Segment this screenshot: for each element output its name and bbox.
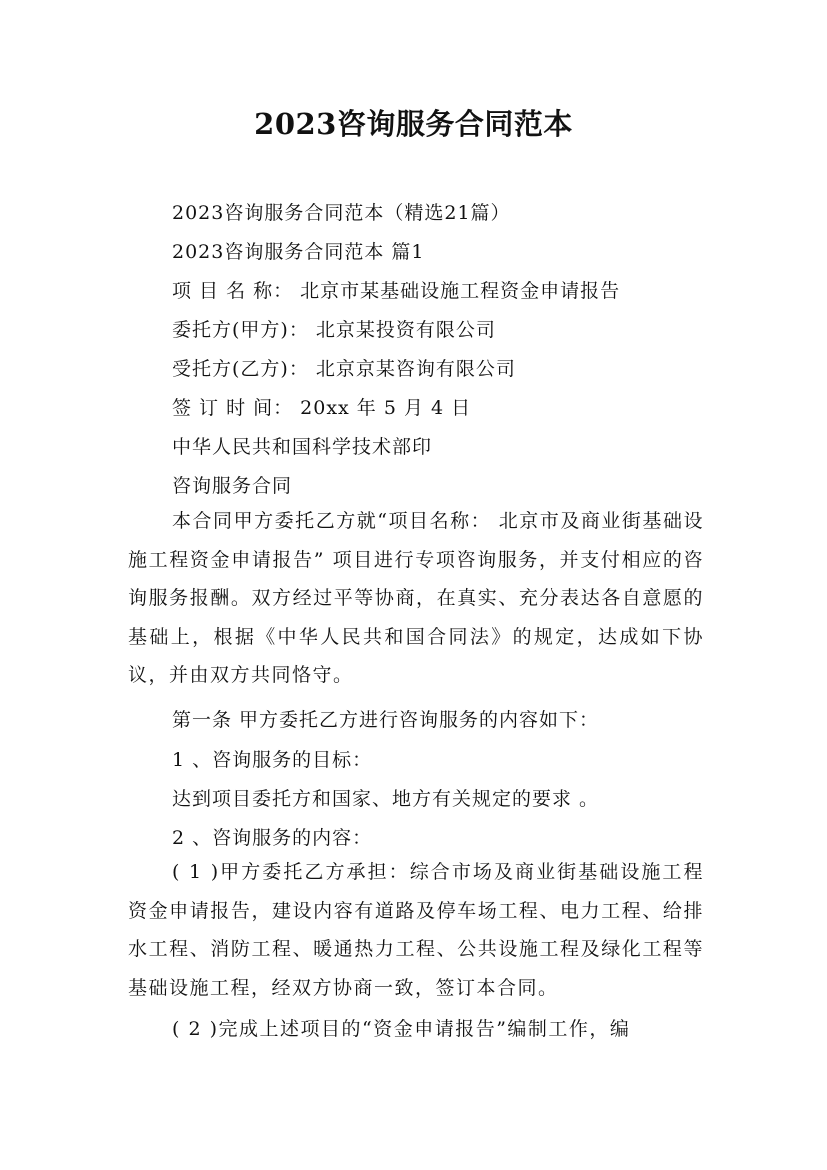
service-content-heading: 2 、咨询服务的内容： bbox=[172, 827, 373, 849]
project-name-line: 项 目 名 称： 北京市某基础设施工程资金申请报告 bbox=[172, 280, 621, 302]
article-one-heading: 第一条 甲方委托乙方进行咨询服务的内容如下： bbox=[172, 709, 600, 731]
document-title: 2023咨询服务合同范本 bbox=[254, 107, 573, 141]
contract-heading: 咨询服务合同 bbox=[172, 475, 293, 497]
service-goal-text: 达到项目委托方和国家、地方有关规定的要求 。 bbox=[172, 788, 600, 810]
contractor-party-line: 受托方(乙方)： 北京京某咨询有限公司 bbox=[172, 358, 516, 380]
subtitle-line: 2023咨询服务合同范本（精选21篇） bbox=[172, 202, 511, 224]
service-item-1: ( 1 )甲方委托乙方承担：综合市场及商业街基础设施工程资金申请报告，建设内容有道路及停车场工程、电力工程、给排水工程、消防工程、暖通热力工程、公共设施工程及绿化工程等基础设施工程，经双方协商一致，签订本合同。 bbox=[128, 861, 704, 999]
service-goal-heading: 1 、咨询服务的目标： bbox=[172, 749, 373, 771]
section-heading: 2023咨询服务合同范本 篇1 bbox=[172, 241, 425, 263]
intro-paragraph: 本合同甲方委托乙方就“项目名称： 北京市及商业街基础设施工程资金申请报告” 项目进行专项咨询服务，并支付相应的咨询服务报酬。双方经过平等协商，在真实、充分表达各自意愿的基础上，根据《中华人民共和国合同法》的规定，达成如下协议，并由双方共同恪守。 bbox=[128, 510, 704, 686]
service-item-2: ( 2 )完成上述项目的“资金申请报告”编制工作，编 bbox=[172, 1018, 631, 1040]
client-party-line: 委托方(甲方)： 北京某投资有限公司 bbox=[172, 319, 496, 341]
signing-date-line: 签 订 时 间： 20xx 年 5 月 4 日 bbox=[172, 397, 472, 419]
issuer-line: 中华人民共和国科学技术部印 bbox=[172, 436, 433, 458]
